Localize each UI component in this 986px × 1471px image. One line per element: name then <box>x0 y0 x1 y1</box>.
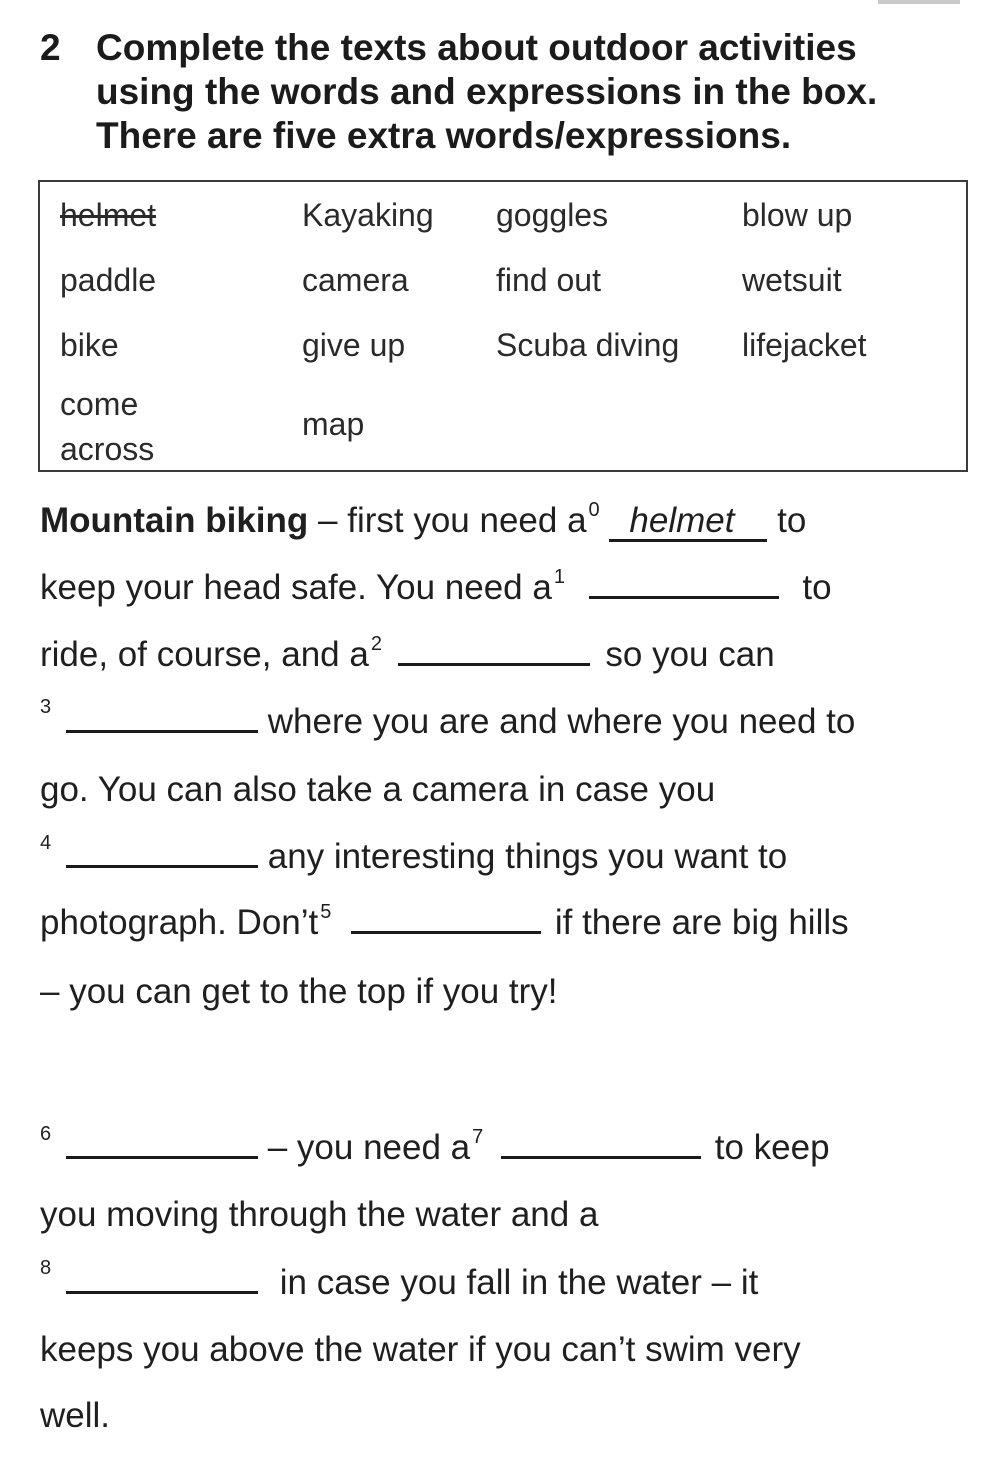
word-wetsuit: wetsuit <box>742 262 842 298</box>
gap-4-blank[interactable] <box>66 837 258 868</box>
word-come-across: come across <box>60 386 155 467</box>
word-scuba-diving: Scuba diving <box>496 327 680 363</box>
gap-1-blank[interactable] <box>589 568 779 599</box>
text1-line-8: – you can get to the top if you try! <box>40 972 558 1011</box>
gap-number: 5 <box>320 901 332 923</box>
gap-8-blank[interactable] <box>66 1263 258 1294</box>
text1-line-1: Mountain biking – first you need a $^0$ helmet to <box>40 499 807 540</box>
word-lifejacket: lifejacket <box>742 327 867 363</box>
gap-number: 2 <box>370 633 382 655</box>
example-answer: helmet <box>609 503 767 542</box>
gap-number: 6 <box>40 1123 52 1145</box>
text1-line-4: where you are and where you need to <box>66 700 855 744</box>
gap-6-blank[interactable] <box>66 1128 258 1159</box>
text1-line-6: any interesting things you want to <box>66 835 787 879</box>
gap-number: 1 <box>553 566 565 588</box>
word-map: map <box>302 406 365 442</box>
text2-line-5: well. <box>40 1396 111 1435</box>
text1-line-3: ride, of course, and a $^2$ so you can <box>40 633 775 674</box>
text2-line-2: you moving through the water and a <box>40 1195 599 1234</box>
gap-number: 4 <box>40 832 52 854</box>
word-give-up: give up <box>302 327 406 363</box>
word-bike: bike <box>60 327 119 363</box>
text2-line-3: in case you fall in the water – it <box>66 1261 758 1305</box>
gap-5-blank[interactable] <box>351 903 541 934</box>
gap-3-blank[interactable] <box>66 702 258 733</box>
word-goggles: goggles <box>496 197 609 233</box>
gap-number: 7 <box>472 1126 484 1148</box>
word-kayaking: Kayaking <box>302 197 434 233</box>
word-box <box>38 180 968 472</box>
word-blow-up: blow up <box>742 197 853 233</box>
word-find-out: find out <box>496 262 601 298</box>
word-helmet: helmet <box>60 197 157 233</box>
gap-number: 3 <box>40 696 52 718</box>
word-paddle: paddle <box>60 262 157 298</box>
text1-line-7: photograph. Don’t $^5$ if there are big hills <box>40 901 849 942</box>
exercise-number: 2 <box>40 27 61 68</box>
gap-2-blank[interactable] <box>398 635 590 666</box>
word-camera: camera <box>302 262 409 298</box>
text1-title: Mountain biking <box>40 501 309 540</box>
exercise-instructions: Complete the texts about outdoor activities using the words and expressions in the box. There are five extra words/expressions. <box>96 27 878 156</box>
gap-number: 8 <box>40 1257 52 1279</box>
text2-line-4: keeps you above the water if you can’t swim very <box>40 1330 801 1369</box>
text1-line-2: keep your head safe. You need a $^1$ to <box>40 566 832 607</box>
corner-mark <box>878 0 960 4</box>
gap-7-blank[interactable] <box>501 1128 701 1159</box>
text2-line-1: – you need a $^7$ to keep <box>66 1126 830 1175</box>
gap-number: 0 <box>588 499 600 521</box>
text1-line-5: go. You can also take a camera in case you <box>40 770 716 809</box>
